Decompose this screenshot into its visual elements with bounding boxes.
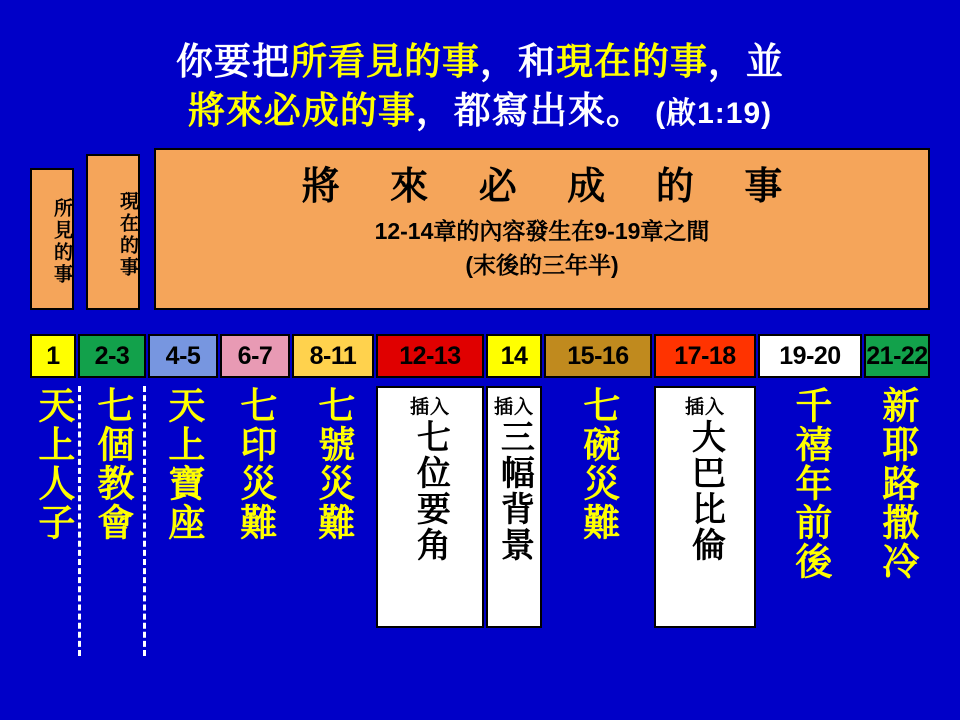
title-seg-3: ，和 — [480, 41, 556, 82]
column-label — [758, 386, 862, 656]
band-things-seen — [30, 168, 74, 310]
column-label-text: 三幅背景 — [495, 419, 534, 563]
title-seg-2: 所看見的事 — [290, 41, 480, 82]
title-seg-6: 將來必成的事 — [187, 89, 416, 131]
chapter-chip[interactable]: 19-20 — [758, 334, 862, 378]
title-line-2 — [0, 87, 960, 136]
column-label — [544, 386, 652, 656]
column-label-text: 七碗災難 — [577, 386, 619, 542]
chapter-chip-row — [30, 334, 930, 378]
column-label-text: 七號災難 — [312, 386, 354, 542]
column-label — [78, 386, 146, 656]
page-title — [0, 38, 960, 136]
chapter-chip[interactable]: 17-18 — [654, 334, 756, 378]
title-seg-4: 現在的事 — [556, 41, 708, 82]
column-label-text: 七位要角 — [411, 419, 450, 563]
column-label — [220, 386, 290, 656]
column-insert-note: 插入 — [493, 397, 534, 418]
chapter-chip[interactable]: 15-16 — [544, 334, 652, 378]
column-label-text: 新耶路撒冷 — [876, 386, 918, 581]
chapter-chip[interactable]: 21-22 — [864, 334, 930, 378]
band-things-future-sub2: (末後的三年半) — [465, 251, 619, 278]
band-things-future — [154, 148, 930, 310]
column-label-text: 七個教會 — [91, 386, 133, 542]
chapter-chip[interactable]: 4-5 — [148, 334, 218, 378]
chapter-chip[interactable]: 6-7 — [220, 334, 290, 378]
column-label — [654, 386, 756, 628]
column-label — [148, 386, 218, 656]
column-label-text: 七印災難 — [234, 386, 276, 542]
band-things-now — [86, 154, 140, 310]
chapter-chip[interactable]: 2-3 — [78, 334, 146, 378]
chapter-chip[interactable]: 14 — [486, 334, 542, 378]
column-label-text: 大巴比倫 — [686, 419, 725, 563]
column-label — [486, 386, 542, 628]
title-line-1 — [0, 38, 960, 87]
column-label-text: 千禧年前後 — [789, 386, 831, 581]
band-things-now-label: 現在的事 — [117, 191, 138, 279]
column-insert-note: 插入 — [684, 397, 725, 418]
title-seg-5: ，並 — [708, 41, 784, 82]
column-label — [292, 386, 374, 656]
column-label-text: 天上人子 — [32, 386, 74, 542]
column-label — [30, 386, 76, 656]
band-things-future-sub1: 12-14章的內容發生在9-19章之間 — [374, 218, 710, 245]
column-label — [864, 386, 930, 656]
title-seg-7: ，都寫出來。 — [415, 89, 644, 131]
band-things-seen-label: 所見的事 — [51, 198, 72, 286]
title-seg-1: 你要把 — [176, 41, 290, 82]
chapter-chip[interactable]: 8-11 — [292, 334, 374, 378]
chapter-chip[interactable]: 1 — [30, 334, 76, 378]
title-reference: (啟1:19) — [655, 96, 773, 130]
band-things-future-label: 將 來 必 成 的 事 — [301, 166, 803, 208]
column-label-text: 天上寶座 — [162, 386, 204, 542]
column-label-row — [30, 386, 930, 656]
chapter-chip[interactable]: 12-13 — [376, 334, 484, 378]
column-insert-note: 插入 — [409, 397, 450, 418]
column-label — [376, 386, 484, 628]
band-row — [30, 148, 930, 310]
